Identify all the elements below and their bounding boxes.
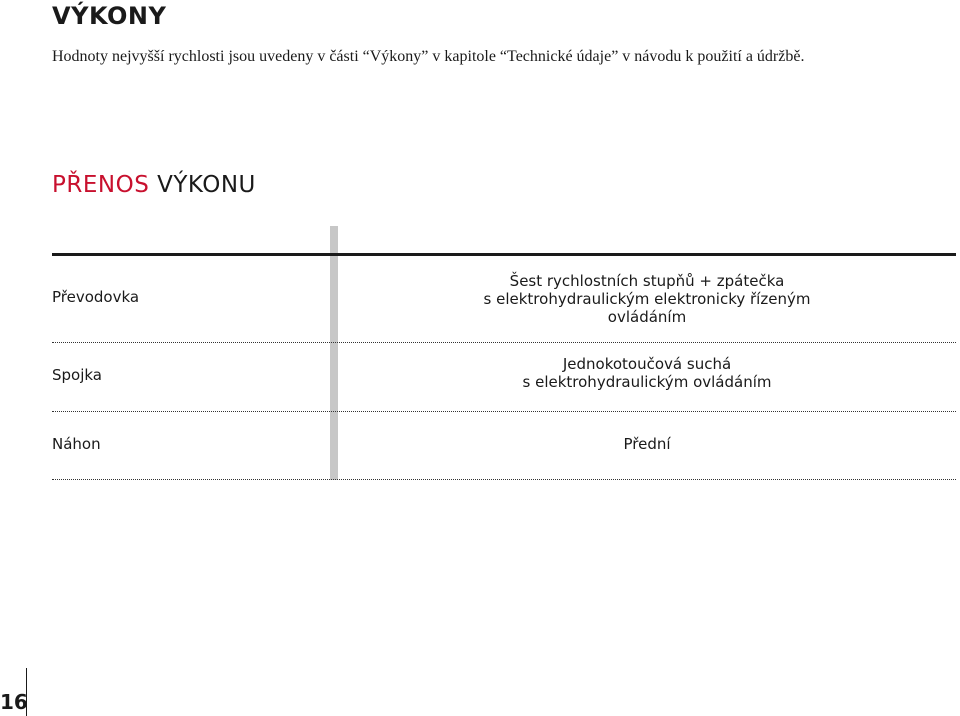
row-label-gearbox: Převodovka xyxy=(52,288,140,306)
heading-rest: VÝKONU xyxy=(149,172,256,198)
column-divider-bar xyxy=(330,226,338,480)
section-heading-performance: VÝKONY xyxy=(52,2,167,30)
value-line: Přední xyxy=(623,435,671,453)
performance-description: Hodnoty nejvyšší rychlosti jsou uvedeny v části “Výkony” v kapitole “Technické údaje” v návodu k použití a údržbě. xyxy=(52,48,805,65)
row-label-clutch: Spojka xyxy=(52,366,103,384)
table-top-rule xyxy=(52,253,956,256)
transmission-table xyxy=(52,226,956,480)
value-line: Jednokotoučová suchá xyxy=(562,355,732,373)
section-heading-transmission xyxy=(52,172,256,198)
value-line: ovládáním xyxy=(607,308,687,326)
value-line: s elektrohydraulickým elektronicky řízeným xyxy=(483,290,811,308)
row-value-gearbox xyxy=(338,272,956,326)
row-divider xyxy=(52,479,956,480)
row-value-drive xyxy=(338,435,956,453)
heading-accent-word: PŘENOS xyxy=(52,172,150,198)
value-line: Šest rychlostních stupňů + zpátečka xyxy=(509,272,785,290)
row-divider xyxy=(52,411,956,412)
row-value-clutch xyxy=(338,355,956,391)
value-line: s elektrohydraulickým ovládáním xyxy=(522,373,772,391)
page-number: 16 xyxy=(0,690,28,714)
row-divider xyxy=(52,342,956,343)
row-label-drive: Náhon xyxy=(52,435,101,453)
